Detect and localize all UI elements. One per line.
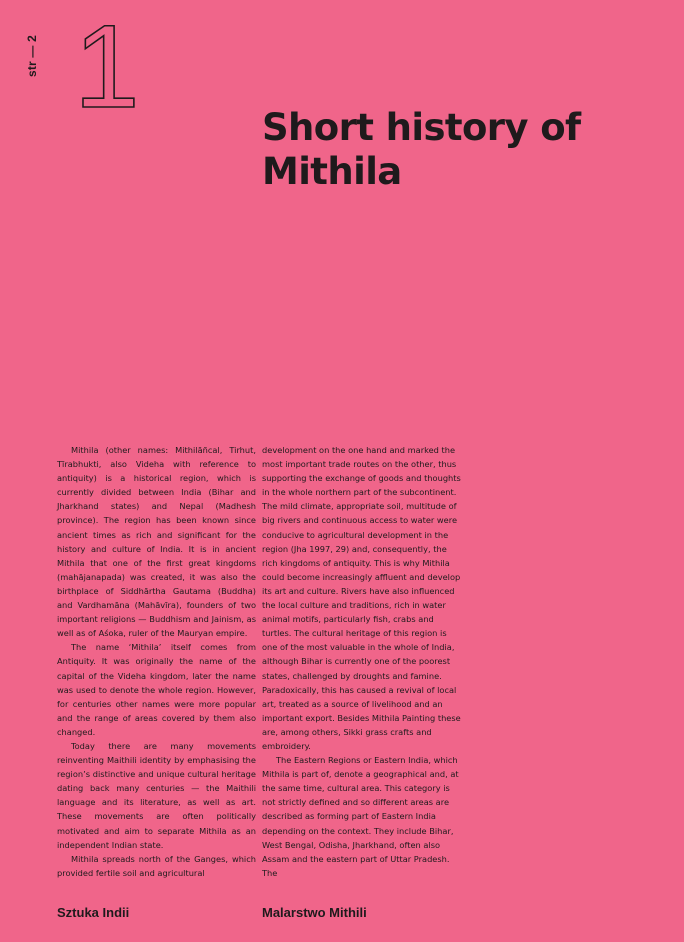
body-column-right	[262, 443, 463, 880]
paragraph: development on the one hand and marked the most important trade routes on the other, thus supporting the exchange of goods and thoughts in the whole northern part of the subcontinent. The mild climate, appropriate soil, multitude of big rivers and continuous access to water were conducive to agricultural development in the region (Jha 1997, 29) and, consequently, the rich kingdoms of antiquity. This is why Mithila could become increasingly affluent and develop its art and culture. Rivers have also influenced the local culture and traditions, rich in water animal motifs, particularly fish, crabs and turtles. The cultural heritage of this region is one of the most valuable in the whole of India, although Bihar is currently one of the poorest states, challenged by droughts and famine. Paradoxically, this has caused a revival of local art, treated as a source of livelihood and an important export. Besides Mithila Painting these are, among others, Sikki grass crafts and embroidery.	[262, 445, 461, 751]
paragraph: Mithila spreads north of the Ganges, which provided fertile soil and agricultural	[57, 853, 256, 878]
paragraph: Today there are many movements reinventing Maithili identity by emphasising the region’s distinctive and unique cultural heritage dating back many centuries — the Maithili language and its literature, as well as art. These movements are often politically motivated and aim to separate Mithila as an independent Indian state.	[57, 740, 256, 850]
footer-section-title: Malarstwo Mithili	[262, 905, 367, 920]
paragraph: The Eastern Regions or Eastern India, which Mithila is part of, denote a geographical and, at the same time, cultural area. This category is not strictly defined and so different areas are described as forming part of Eastern India depending on the context. They include Bihar, West Bengal, Odisha, Jharkhand, often also Assam and the eastern part of Uttar Pradesh. The	[262, 755, 459, 878]
body-column-left	[57, 443, 256, 880]
chapter-number: 1	[74, 1, 140, 133]
page-title: Short history of Mithila	[262, 106, 581, 193]
paragraph: Mithila (other names: Mithilāñcal, Tirhut, Tīrabhukti, also Videha with reference to antiquity) is a historical region, which is currently divided between India (Bihar and Jharkhand states) and Nepal (Madhesh province). The region has been known since ancient times as rich and significant for the history and culture of India. It is in ancient Mithila that one of the first great kingdoms (mahājanapada) was created, it was also the birthplace of Siddhārtha Gautama (Buddha) and Vardhamāna (Mahāvīra), founders of two important religions — Buddhism and Jainism, as well as of Aśoka, ruler of the Mauryan empire.	[57, 445, 256, 639]
footer-book-title: Sztuka Indii	[57, 905, 130, 920]
page-label	[22, 32, 42, 80]
paragraph: The name ‘Mithila’ itself comes from Antiquity. It was originally the name of the capital of the Videha kingdom, later the name was used to denote the whole region. However, for centuries other names were more popular and the range of areas covered by them also changed.	[57, 642, 256, 737]
page-label-text: str — 2	[25, 34, 39, 78]
